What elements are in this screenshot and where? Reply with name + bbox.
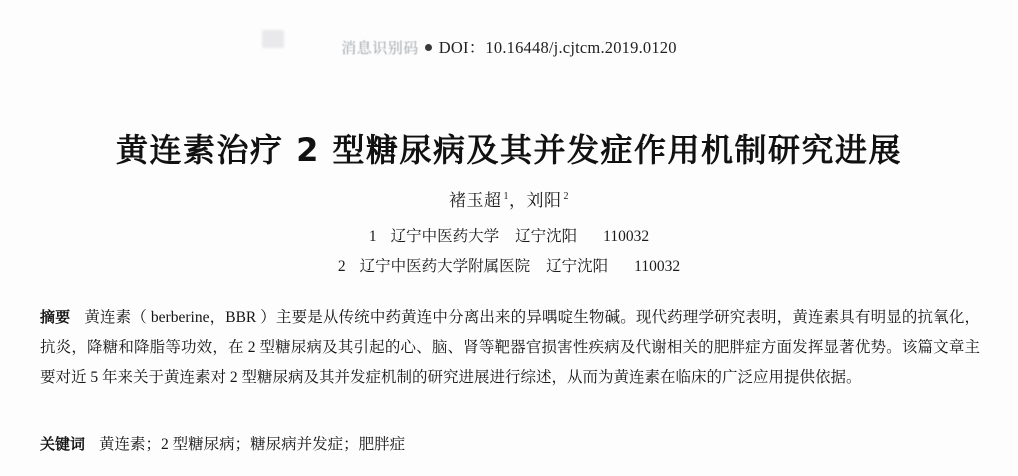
author-affil-marker-1: 1	[503, 191, 509, 203]
doi-text: DOI：10.16448/j.cjtcm.2019.0120	[438, 38, 677, 57]
affiliation-zip: 110032	[603, 228, 650, 245]
author-affil-marker-2: 2	[563, 191, 569, 203]
affiliation-row	[0, 252, 1018, 282]
author-separator: ，	[509, 191, 527, 210]
abstract-text: 黄连素（ berberine，BBR ）主要是从传统中药黄连中分离出来的异喁啶生物碱。现代药理学研究表明，黄连素具有明显的抗氧化，抗炎，降糖和降脂等功效，在 2 型糖尿病及其引起的心、脑、肾等靶器官损害性疾病及代谢相关的肥胖症方面发挥显著优势。该篇文章主要对近 5 年来关于黄连素对 2 型糖尿病及其并发症机制的研究进展进行综述，从而为黄连素在临床的广泛应用提供依据。	[40, 309, 980, 386]
affiliation-city: 辽宁沈阳	[546, 258, 609, 275]
author-list	[0, 186, 1018, 211]
keywords-text: 黄连素；2 型糖尿病；糖尿病并发症；肥胖症	[99, 436, 406, 453]
affiliation-zip: 110032	[634, 258, 681, 275]
abstract-label: 摘要	[40, 308, 71, 326]
affiliation-org: 辽宁中医药大学	[390, 228, 500, 245]
keywords-label: 关键词	[40, 435, 86, 453]
affiliation-list	[0, 222, 1018, 282]
garbled-text: 消息识别码	[341, 41, 419, 57]
affiliation-number: 2	[337, 258, 346, 275]
author-name-1: 褚玉超	[449, 191, 502, 210]
affiliation-city: 辽宁沈阳	[515, 228, 578, 245]
affiliation-row	[0, 222, 1018, 252]
author-name-2: 刘阳	[526, 191, 562, 210]
page-title: 黄连素治疗 2 型糖尿病及其并发症作用机制研究进展	[115, 131, 903, 170]
abstract-section	[40, 302, 980, 393]
affiliation-number: 1	[368, 228, 377, 245]
keywords-section	[40, 430, 980, 459]
bullet-icon	[425, 44, 432, 51]
affiliation-org: 辽宁中医药大学附属医院	[359, 258, 531, 275]
doi-line	[0, 34, 1018, 58]
